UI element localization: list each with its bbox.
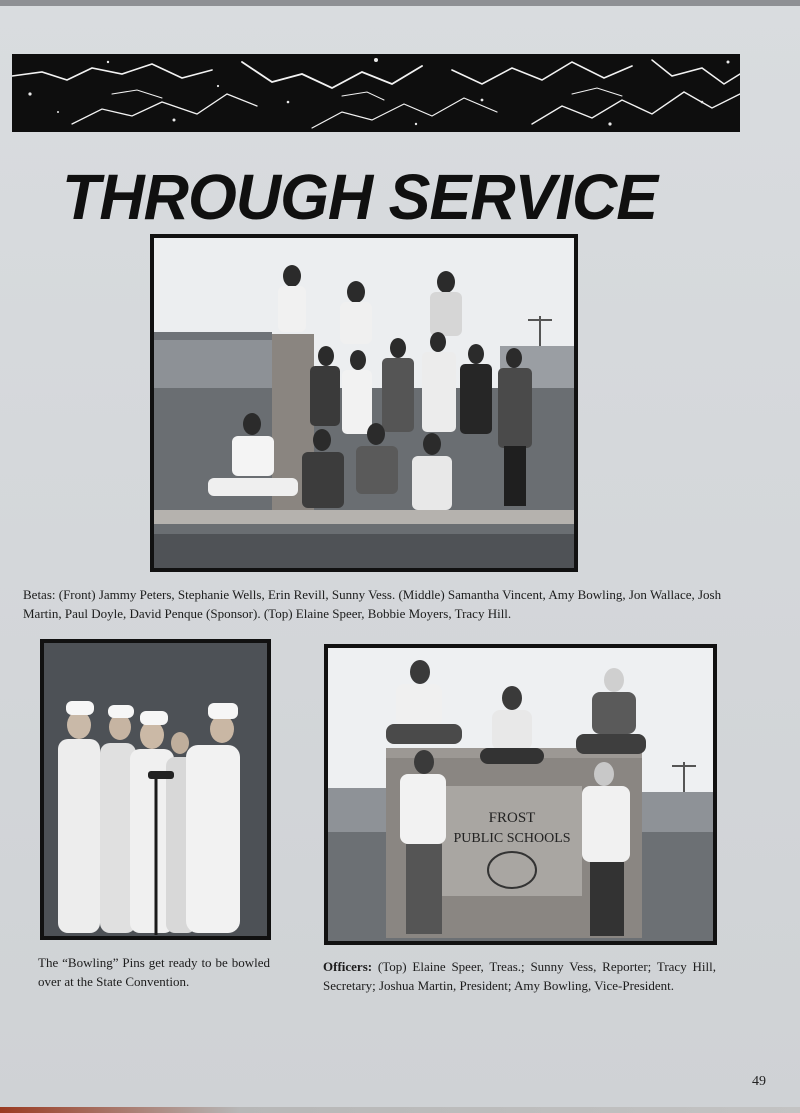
textured-banner: [12, 54, 740, 132]
page-title: THROUGH SERVICE: [62, 161, 658, 233]
officers-caption: [323, 958, 716, 995]
page-number: 49: [752, 1074, 766, 1089]
officers-photo: [324, 644, 717, 945]
sign-line-2: PUBLIC SCHOOLS: [453, 831, 571, 846]
bowling-pins-caption: The “Bowling” Pins get ready to be bowled over at the State Convention.: [38, 955, 270, 989]
group-photo-caption: Betas: (Front) Jammy Peters, Stephanie Wells, Erin Revill, Sunny Vess. (Middle) Samantha Vincent, Amy Bowling, Jon Wallace, Josh Martin, Paul Doyle, David Penque (Sponsor). (Top) Elaine Speer, Bobbie Moyers, Tracy Hill.: [23, 587, 722, 621]
sign-line-1: FROST: [488, 810, 536, 826]
officers-caption-label: Officers:: [323, 959, 373, 974]
page-bottom-edge: [0, 1107, 800, 1113]
page-top-edge: [0, 0, 800, 6]
group-photo: [150, 234, 578, 572]
officers-caption-text: (Top) Elaine Speer, Treas.; Sunny Vess, Reporter; Tracy Hill, Secretary; Joshua Martin, President; Amy Bowling, Vice-President.: [323, 959, 716, 993]
bowling-pins-photo: [40, 639, 271, 940]
